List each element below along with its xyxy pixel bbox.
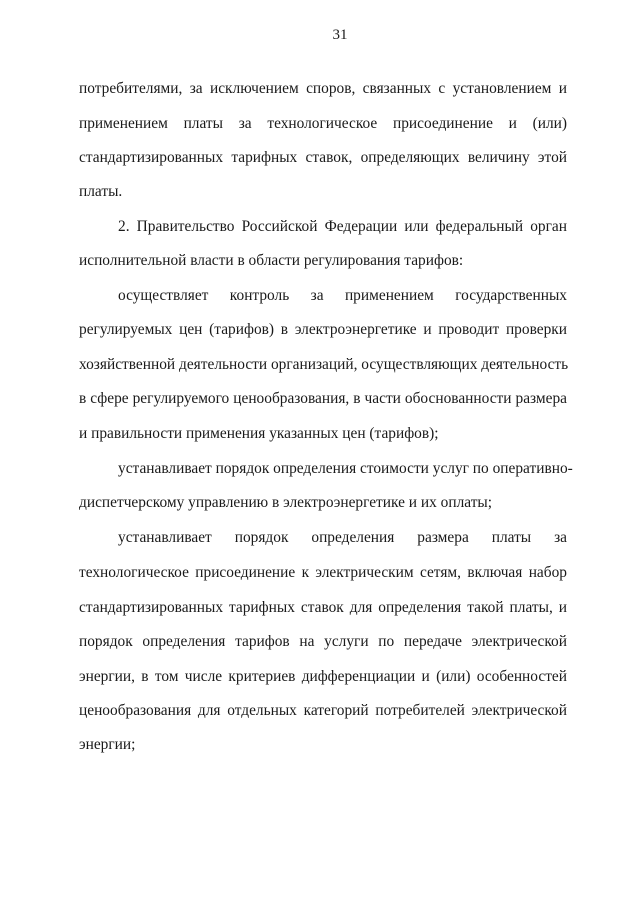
text-line: энергии; — [79, 736, 136, 753]
text-line: энергии, в том числе критериев дифференциации и (или) особенностей — [79, 668, 567, 685]
text-line: осуществляет контроль за применением государственных — [118, 287, 567, 304]
text-line: стандартизированных тарифных ставок, определяющих величину этой — [79, 149, 567, 166]
text-line: устанавливает порядок определения стоимости услуг по оперативно- — [118, 460, 573, 477]
text-line: порядок определения тарифов на услуги по передаче электрической — [79, 633, 567, 650]
text-line: устанавливает порядок определения размера платы за — [118, 529, 567, 546]
text-line: ценообразования для отдельных категорий потребителей электрической — [79, 702, 567, 719]
text-line: применением платы за технологическое присоединение и (или) — [79, 115, 567, 132]
text-line: технологическое присоединение к электрическим сетям, включая набор — [79, 564, 567, 581]
text-line: и правильности применения указанных цен (тарифов); — [79, 425, 439, 442]
text-line: в сфере регулируемого ценообразования, в части обоснованности размера — [79, 390, 567, 407]
text-line: платы. — [79, 183, 123, 200]
text-line: 2. Правительство Российской Федерации или федеральный орган — [118, 218, 567, 235]
text-line: хозяйственной деятельности организаций, осуществляющих деятельность — [79, 356, 569, 373]
text-line: диспетчерскому управлению в электроэнергетике и их оплаты; — [79, 494, 493, 511]
page-number: 31 — [332, 27, 348, 43]
text-line: регулируемых цен (тарифов) в электроэнергетике и проводит проверки — [79, 321, 567, 338]
text-line: потребителями, за исключением споров, связанных с установлением и — [79, 80, 567, 97]
text-line: стандартизированных тарифных ставок для определения такой платы, и — [79, 599, 567, 616]
text-line: исполнительной власти в области регулирования тарифов: — [79, 252, 464, 269]
